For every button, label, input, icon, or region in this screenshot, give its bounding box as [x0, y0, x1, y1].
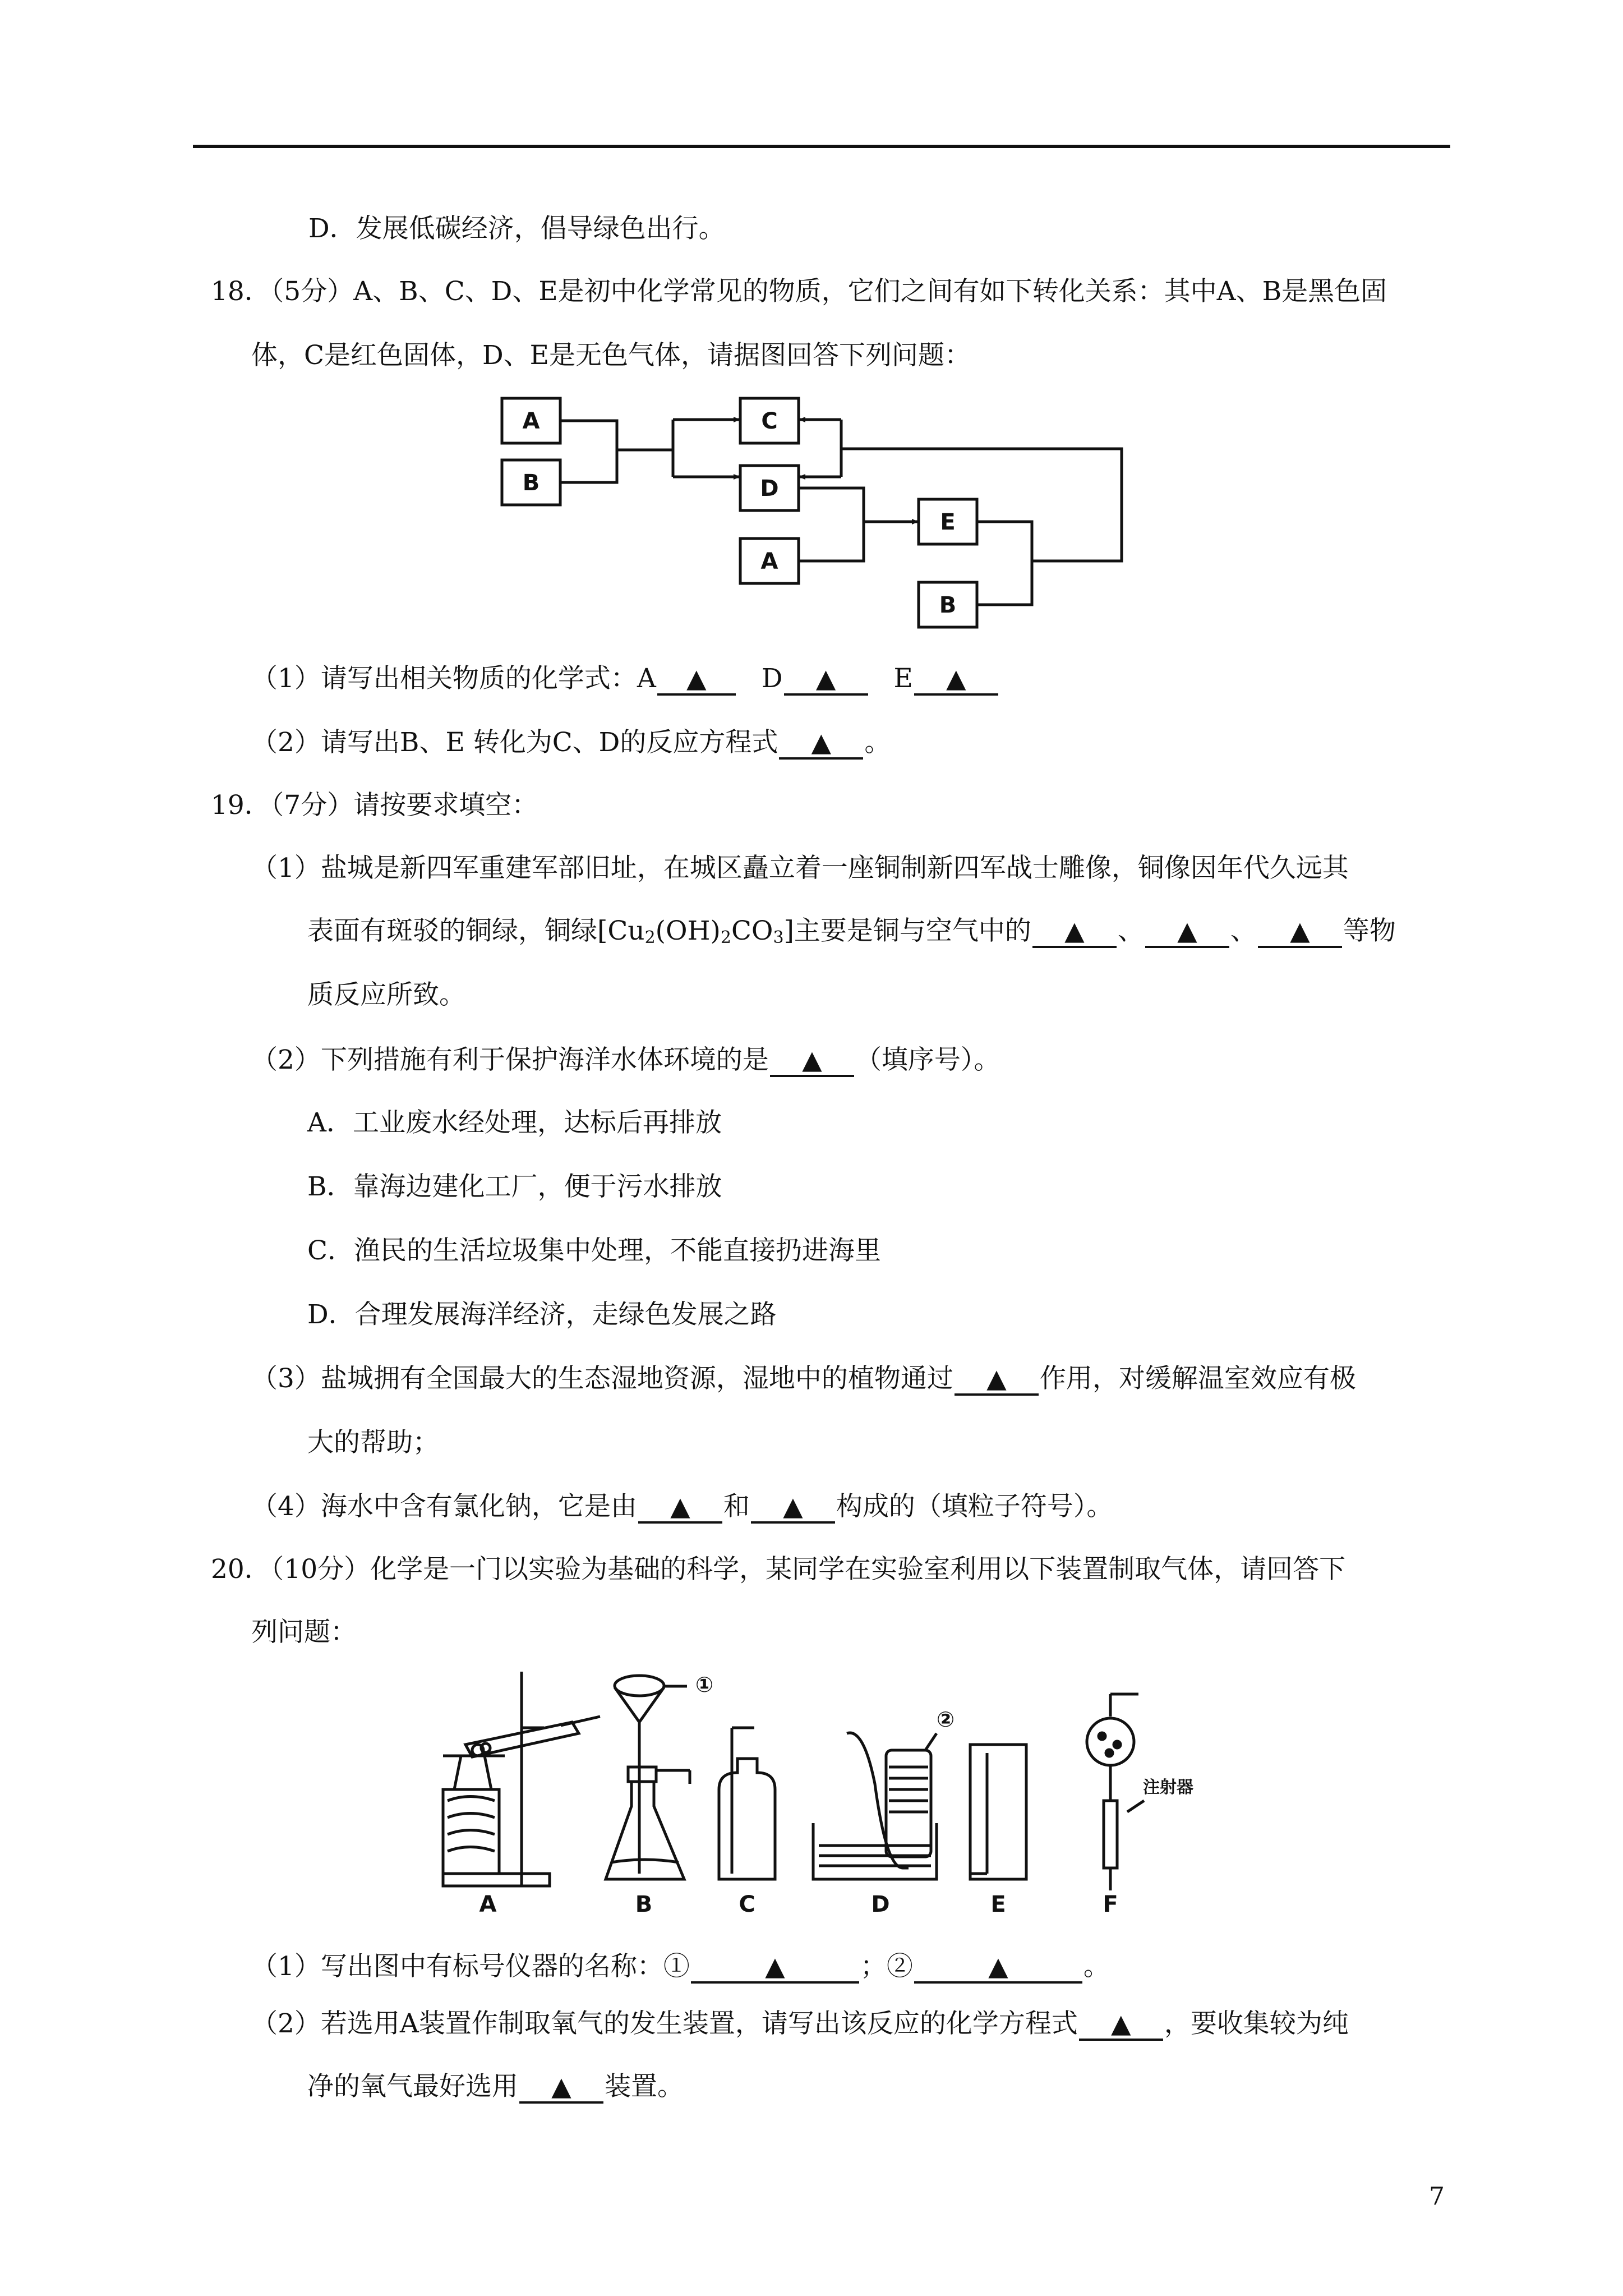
- q18-sub1: [251, 662, 999, 696]
- q19-sub1-line2: [307, 914, 1396, 955]
- q19-sub3-line2: 大的帮助；: [307, 1427, 439, 1458]
- q19-formula-prefix: 表面有斑驳的铜绿，铜绿[Cu: [307, 915, 645, 946]
- q19-answer-blank-choice[interactable]: [770, 1045, 854, 1077]
- answer-mark-icon: ▲: [986, 1363, 1007, 1393]
- q19-separator: 、: [1117, 915, 1144, 946]
- q19-formula-co: CO: [731, 915, 773, 946]
- q19-sub3-prefix: （3）盐城拥有全国最大的生态湿地资源，湿地中的植物通过: [251, 1363, 953, 1394]
- apparatus-d-water-trough: [813, 1733, 937, 1879]
- q20-sub1-prefix: （1）写出图中有标号仪器的名称：①: [251, 1951, 690, 1982]
- q18-answer-blank-d[interactable]: [784, 664, 868, 696]
- prev-option-d: D．发展低碳经济，倡导绿色出行。: [308, 213, 725, 244]
- q18-transformation-diagram: [494, 387, 1133, 651]
- diagram-label-b: B: [522, 470, 540, 496]
- q19-sub3: [251, 1362, 1356, 1396]
- apparatus-label-e: E: [990, 1892, 1006, 1917]
- q19-option-b: B．靠海边建化工厂，便于污水排放: [307, 1171, 722, 1202]
- answer-mark-icon: ▲: [988, 1951, 1008, 1981]
- q18-stem-line2: 体，C是红色固体，D、E是无色气体，请据图回答下列问题：: [251, 340, 971, 371]
- q19-option-c: C．渔民的生活垃圾集中处理，不能直接扔进海里: [307, 1235, 881, 1266]
- q18-sub2: [251, 726, 891, 760]
- diagram-label-a2: A: [760, 549, 778, 574]
- q20-sub1-suffix: 。: [1083, 1951, 1110, 1982]
- q18-sub1-e-label: E: [893, 663, 913, 694]
- q20-sub1: [251, 1950, 1110, 1984]
- q19-sub1-line2-suffix: 等物: [1343, 915, 1396, 946]
- q19-sub4-suffix: 构成的（填粒子符号）。: [836, 1491, 1113, 1522]
- q20-answer-blank-instrument2[interactable]: [914, 1952, 1082, 1984]
- answer-mark-icon: ▲: [815, 663, 836, 693]
- answer-mark-icon: ▲: [765, 1951, 785, 1981]
- apparatus-label-a: A: [479, 1892, 497, 1917]
- q19-sub4: [251, 1490, 1113, 1524]
- marker-1-label: ①: [695, 1672, 714, 1697]
- q19-formula-sub2: 2: [720, 928, 731, 947]
- q18-sub2-suffix: 。: [864, 727, 891, 758]
- q19-formula-oh: (OH): [655, 915, 721, 946]
- answer-mark-icon: ▲: [783, 1491, 803, 1521]
- q18-answer-blank-e[interactable]: [914, 664, 998, 696]
- apparatus-label-d: D: [871, 1892, 890, 1917]
- q19-answer-blank-process[interactable]: [955, 1364, 1039, 1396]
- syringe-label: 注射器: [1143, 1778, 1193, 1797]
- answer-mark-icon: ▲: [686, 663, 707, 693]
- apparatus-b-conical-flask: [606, 1676, 690, 1879]
- diagram-label-e: E: [940, 509, 956, 535]
- q20-sub2-line1-suffix: ，要收集较为纯: [1164, 2008, 1349, 2039]
- q19-sub1-line3: 质反应所致。: [307, 979, 465, 1010]
- answer-mark-icon: ▲: [1177, 915, 1197, 946]
- q20-sub2-line2: [307, 2070, 684, 2104]
- q20-sub2-line1: [251, 2007, 1349, 2041]
- q19-sub1-line1: （1）盐城是新四军重建军部旧址，在城区矗立着一座铜制新四军战士雕像，铜像因年代久远其: [251, 853, 1349, 884]
- diagram-label-b2: B: [939, 592, 957, 618]
- answer-mark-icon: ▲: [670, 1491, 690, 1521]
- diagram-label-c: C: [761, 408, 778, 434]
- q20-sub1-mid: ；②: [860, 1951, 913, 1982]
- q20-answer-blank-equation[interactable]: [1079, 2009, 1163, 2041]
- marker-2-label: ②: [937, 1707, 955, 1732]
- q18-answer-blank-a[interactable]: [657, 664, 736, 696]
- q18-sub2-prefix: （2）请写出B、E 转化为C、D的反应方程式: [251, 727, 778, 758]
- apparatus-f-syringe: [1087, 1694, 1144, 1890]
- q19-answer-blank-ion1[interactable]: [638, 1492, 722, 1524]
- header-rule: [193, 145, 1450, 148]
- q20-apparatus-figure: [432, 1660, 1239, 1918]
- q19-answer-blank-ion2[interactable]: [751, 1492, 835, 1524]
- q18-stem-line1: 18．（5分）A、B、C、D、E是初中化学常见的物质，它们之间有如下转化关系：其中A、B是黑色固: [211, 276, 1387, 307]
- apparatus-label-f: F: [1103, 1892, 1118, 1917]
- q19-sub2-suffix: （填序号）。: [855, 1045, 1000, 1075]
- q19-formula-sub1: 2: [644, 928, 656, 947]
- page-number: 7: [1429, 2182, 1445, 2211]
- q19-separator: 、: [1230, 915, 1257, 946]
- answer-mark-icon: ▲: [802, 1045, 822, 1075]
- q20-stem-line1: 20．（10分）化学是一门以实验为基础的科学，某同学在实验室利用以下装置制取气体，请回答下: [211, 1554, 1346, 1585]
- q19-option-a: A．工业废水经处理，达标后再排放: [307, 1107, 722, 1138]
- q18-answer-blank-equation[interactable]: [779, 728, 863, 760]
- q19-formula-suffix: ]主要是铜与空气中的: [783, 915, 1031, 946]
- answer-mark-icon: ▲: [1064, 915, 1085, 946]
- diagram-label-a: A: [522, 408, 540, 434]
- q19-formula-sub3: 3: [773, 928, 784, 947]
- answer-mark-icon: ▲: [551, 2071, 571, 2101]
- q20-stem-line2: 列问题：: [251, 1617, 357, 1648]
- q20-answer-blank-apparatus[interactable]: [519, 2072, 603, 2104]
- diagram-label-d: D: [760, 476, 779, 501]
- apparatus-a-heating-tube: [443, 1672, 600, 1886]
- apparatus-label-b: B: [635, 1892, 653, 1917]
- q19-stem: 19．（7分）请按要求填空：: [211, 790, 538, 821]
- q20-sub2-line2-prefix: 净的氧气最好选用: [307, 2071, 518, 2102]
- apparatus-c-gas-bottle: [719, 1728, 775, 1879]
- q19-answer-blank-3[interactable]: [1258, 916, 1342, 948]
- q19-option-d: D．合理发展海洋经济，走绿色发展之路: [307, 1299, 777, 1330]
- answer-mark-icon: ▲: [1290, 915, 1310, 946]
- q18-sub1-prefix: （1）请写出相关物质的化学式：A: [251, 663, 656, 694]
- q19-answer-blank-2[interactable]: [1145, 916, 1229, 948]
- q19-sub3-suffix: 作用，对缓解温室效应有极: [1039, 1363, 1356, 1394]
- apparatus-label-c: C: [739, 1892, 755, 1917]
- q19-sub4-prefix: （4）海水中含有氯化钠，它是由: [251, 1491, 637, 1522]
- answer-mark-icon: ▲: [1111, 2008, 1131, 2039]
- q20-sub2-line2-suffix: 装置。: [605, 2071, 684, 2102]
- q19-sub2: [251, 1043, 1000, 1077]
- q19-sub4-mid: 和: [723, 1491, 750, 1522]
- q19-sub2-prefix: （2）下列措施有利于保护海洋水体环境的是: [251, 1045, 769, 1075]
- q20-sub2-prefix: （2）若选用A装置作制取氧气的发生装置，请写出该反应的化学方程式: [251, 2008, 1078, 2039]
- apparatus-e-gas-bottle: [970, 1745, 1026, 1879]
- q20-answer-blank-instrument1[interactable]: [691, 1952, 859, 1984]
- answer-mark-icon: ▲: [946, 663, 966, 693]
- q19-answer-blank-1[interactable]: [1032, 916, 1117, 948]
- q18-sub1-d-label: D: [761, 663, 783, 694]
- answer-mark-icon: ▲: [811, 727, 832, 757]
